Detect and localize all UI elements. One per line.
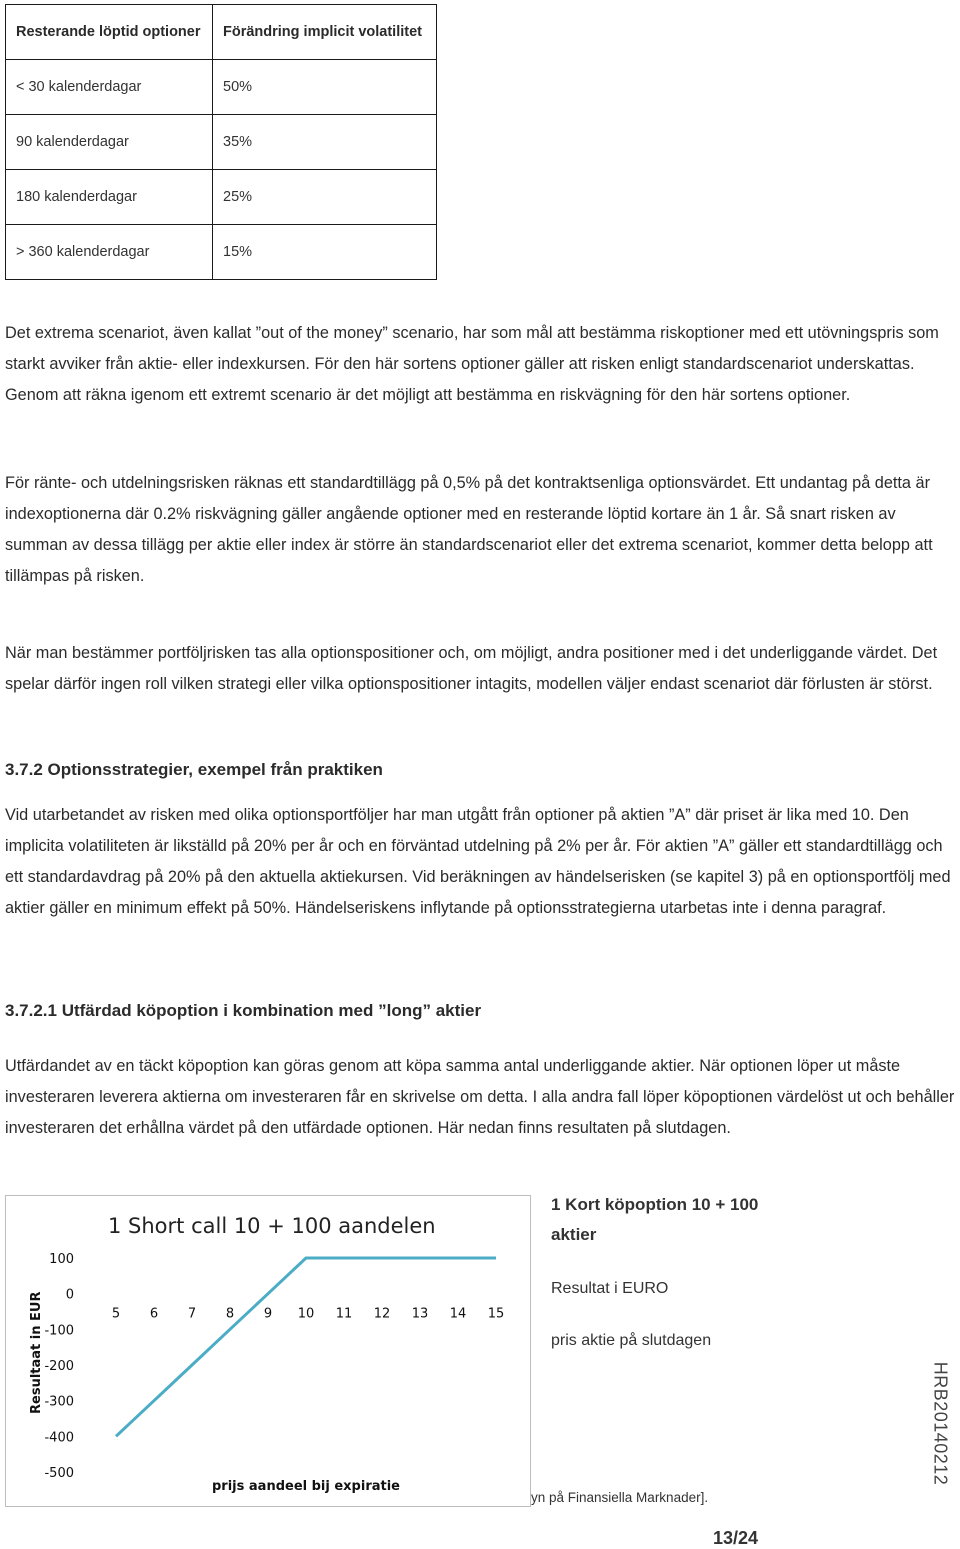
chart-y-label: Resultaat in EUR (29, 1291, 44, 1414)
x-tick-label: 14 (449, 1306, 467, 1322)
x-tick-label: 6 (149, 1306, 159, 1322)
x-tick-label: 12 (373, 1306, 391, 1322)
document-code (926, 1361, 954, 1485)
table-header-cell: Förändring implicit volatilitet (213, 5, 437, 60)
side-x-label: pris aktie på slutdagen (551, 1332, 712, 1349)
section-heading-3-7-2: 3.7.2 Optionsstrategier, exempel från praktiken (5, 760, 383, 779)
payoff-chart (5, 1195, 531, 1507)
y-tick-label: -100 (44, 1323, 74, 1339)
paragraph-portfolio-risk: När man bestämmer portföljrisken tas alla optionspositioner och, om möjligt, andra positioner med i det underliggande värdet. Det spelar därför ingen roll vilken strategi eller vilka optionspositioner intagits, modellen väljer endast scenariot där förlusten är störst. (5, 644, 938, 693)
x-tick-label: 7 (187, 1306, 197, 1322)
table-cell: 15% (213, 225, 437, 280)
table-cell: 35% (213, 115, 437, 170)
x-tick-label: 13 (411, 1306, 429, 1322)
document-code-text: HRB20140212 (930, 1361, 951, 1485)
section-heading-3-7-2-1: 3.7.2.1 Utfärdad köpoption i kombination med ”long” aktier (5, 1001, 482, 1020)
side-y-label: Resultat i EURO (551, 1280, 669, 1297)
source-note: yn på Finansiella Marknader]. (531, 1490, 709, 1505)
table-row (6, 225, 437, 280)
page-number: 13/24 (713, 1528, 759, 1548)
x-tick-label: 8 (225, 1306, 235, 1322)
table-header-row (6, 5, 437, 60)
x-tick-label: 10 (297, 1306, 315, 1322)
y-tick-label: 0 (65, 1287, 74, 1303)
side-chart-title: 1 Kort köpoption 10 + 100 aktier (551, 1195, 759, 1244)
paragraph-extreme-scenario: Det extrema scenariot, även kallat ”out of the money” scenario, har som mål att bestämma riskoptioner med ett utövningspris som starkt avviker från aktie- eller indexkursen. För den här sortens optioner gäller att risken enligt standardscenariot underskattas. Genom att räkna igenom ett extremt scenario är det möjligt att bestämma en riskvägning för den här sortens optioner. (5, 324, 939, 404)
series-line (116, 1258, 496, 1436)
table-row (6, 60, 437, 115)
x-tick-label: 15 (487, 1306, 505, 1322)
table-row (6, 115, 437, 170)
x-tick-label: 5 (111, 1306, 121, 1322)
x-tick-label: 9 (263, 1306, 273, 1322)
payoff-chart-svg (6, 1196, 532, 1508)
table-cell: 50% (213, 60, 437, 115)
table-header-cell: Resterande löptid optioner (6, 5, 213, 60)
x-tick-label: 11 (335, 1306, 353, 1322)
table-cell: > 360 kalenderdagar (6, 225, 213, 280)
paragraph-option-strategies: Vid utarbetandet av risken med olika optionsportföljer har man utgått från optioner på aktien ”A” där priset är lika med 10. Den implicita volatiliteten är likställd på 20% per år och en förväntad utdelning på 2% per år. För aktien ”A” gäller ett standardtillägg och ett standardavdrag på 20% på den aktuella aktiekursen. Vid beräkningen av händelserisken (se kapitel 3) på en optionsportfölj med aktier gäller en minimum effekt på 50%. Händelseriskens inflytande på optionsstrategierna utarbetas inte i denna paragraf. (5, 806, 951, 917)
paragraph-interest-dividend-risk: För ränte- och utdelningsrisken räknas ett standardtillägg på 0,5% på det kontraktsenliga optionsvärdet. Ett undantag på detta är indexoptionerna där 0.2% riskvägning gäller angående optioner med en resterande löptid kortare än 1 år. Så snart risken av summan av dessa tillägg per aktie eller index är större än standardscenariot eller det extrema scenariot, kommer detta belopp att tillämpas på risken. (5, 474, 933, 585)
y-tick-label: 100 (49, 1252, 74, 1267)
paragraph-covered-call: Utfärdandet av en täckt köpoption kan göras genom att köpa samma antal underliggande aktier. När optionen löper ut måste investeraren leverera aktierna om investeraren får en skrivelse om detta. I alla andra fall löper köpoptionen värdelöst ut och behåller investeraren det erhållna värdet på den utfärdade optionen. Här nedan finns resultaten på slutdagen. (5, 1057, 955, 1137)
y-tick-label: -500 (44, 1466, 74, 1481)
table-cell: 25% (213, 170, 437, 225)
table-row (6, 170, 437, 225)
table-cell: 180 kalenderdagar (6, 170, 213, 225)
y-tick-label: -400 (44, 1430, 74, 1446)
volatility-table (5, 4, 437, 280)
chart-title: 1 Short call 10 + 100 aandelen (108, 1214, 436, 1238)
y-tick-label: -200 (44, 1359, 74, 1374)
table-cell: 90 kalenderdagar (6, 115, 213, 170)
table-cell: < 30 kalenderdagar (6, 60, 213, 115)
y-tick-label: -300 (44, 1394, 74, 1410)
chart-x-label: prijs aandeel bij expiratie (212, 1479, 400, 1494)
